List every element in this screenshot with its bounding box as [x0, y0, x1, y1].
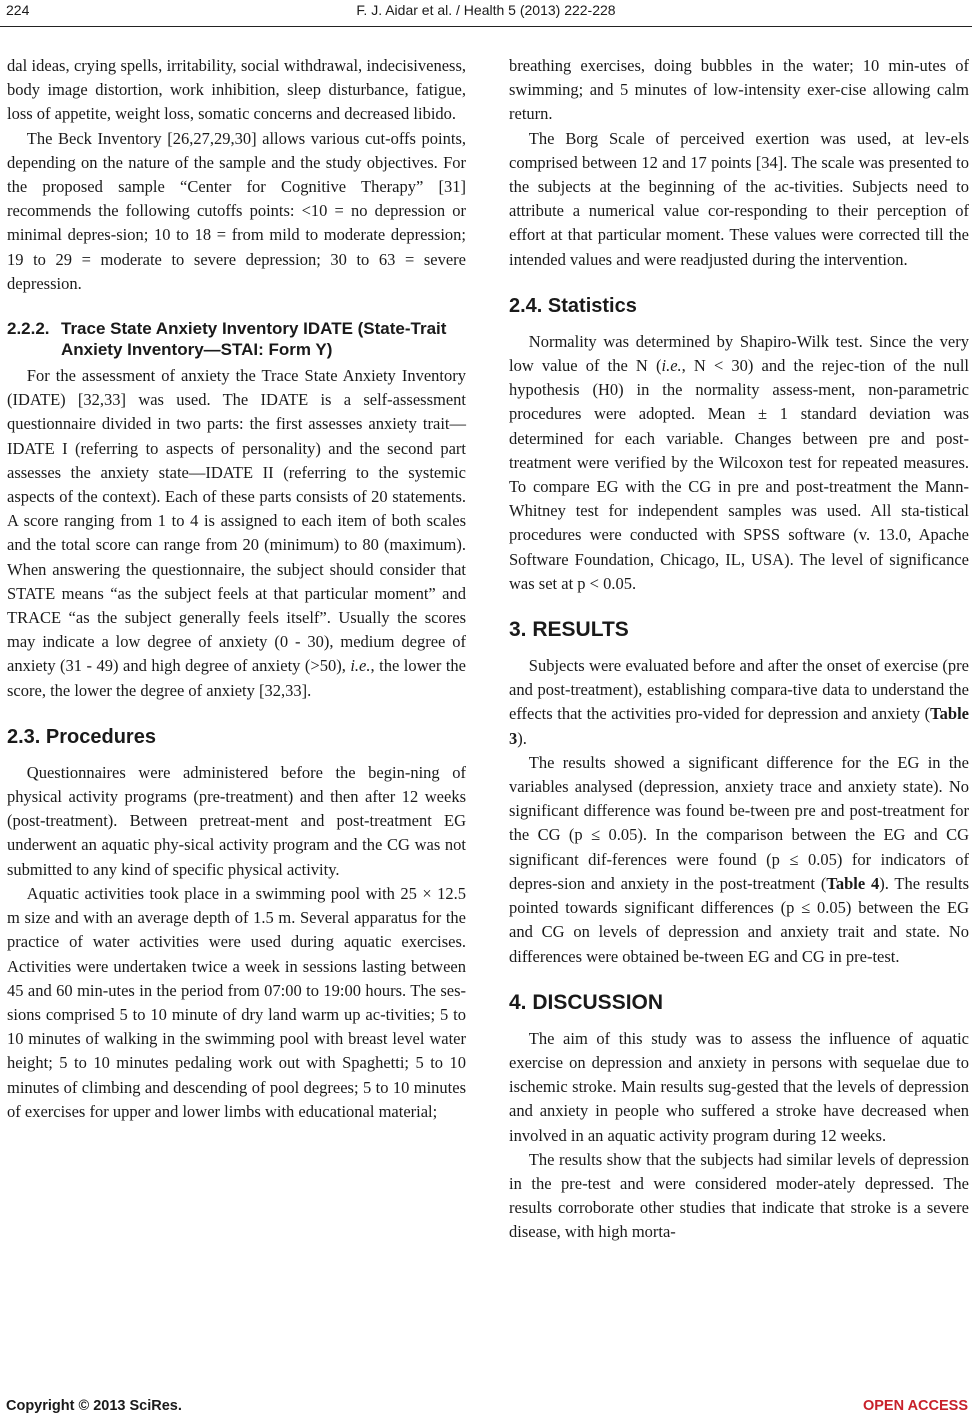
italic-text: i.e.: [350, 656, 371, 676]
right-column: [509, 54, 969, 1245]
paragraph-text: Subjects were evaluated before and after the onset of exercise (pre and post-treatment), establishing compara-tive data to understand the effects that the activities pro-vided for depression and anxiety (: [509, 656, 969, 724]
running-head: F. J. Aidar et al. / Health 5 (2013) 222-228: [356, 2, 616, 18]
paragraph-text: , N < 30) and the rejec-tion of the null hypothesis (H0) in the normality assess-ment, non-parametric procedures were adopted. Mean ± 1 standard deviation was determined for each variable. Changes between pre and post-treatment were verified by the Wilcoxon test for repeated measures. To compare EG with the CG in pre and post-treatment the Mann-Whitney test for independent samples was used. All sta-tistical procedures were conducted with SPSS software (v. 13.0, Apache Software Foundation, Chicago, IL, USA). The level of significance was set at p < 0.05.: [509, 356, 969, 593]
paragraph: [509, 330, 969, 596]
section-heading-statistics: 2.4. Statistics: [509, 294, 637, 317]
italic-text: i.e.: [661, 356, 682, 376]
header-rule: [0, 26, 972, 27]
paragraph-text: ).: [517, 728, 527, 748]
table-reference-link[interactable]: Table 3: [509, 704, 969, 748]
paragraph: The Beck Inventory [26,27,29,30] allows various cut-offs points, depending on the nature of the sample and the study objectives. For the proposed sample “Center for Cognitive Therapy” [31] recommends the following cutoffs points: <10 = no depression or minimal depres-sion; 10 to 18 = from mild to moderate depression; 19 to 29 = moderate to severe depression; 30 to 63 = severe depression.: [7, 128, 466, 293]
subsection-title: Trace State Anxiety Inventory IDATE (State-Trait Anxiety Inventory—STAI: Form Y): [61, 319, 447, 360]
section-heading-procedures: 2.3. Procedures: [7, 725, 156, 748]
paragraph: breathing exercises, doing bubbles in the water; 10 min-utes of swimming; and 5 minutes of low-intensity exer-cise allowing calm return.: [509, 56, 969, 124]
subsection-heading-2-2-2: [7, 318, 466, 360]
subsection-number: 2.2.2.: [7, 319, 50, 339]
page-number: 224: [6, 2, 30, 18]
left-column: [7, 54, 466, 1124]
paragraph-text: The results showed a significant difference for the EG in the variables analysed (depression, anxiety trace and anxiety state). No significant difference was found be-tween pre and post-treatment for the CG (p ≤ 0.05). In the comparison between the EG and CG significant dif-ferences were found (p ≤ 0.05) for indicators of depres-sion and anxiety in the post-treatment (: [509, 752, 969, 893]
section-heading-results: 3. RESULTS: [509, 618, 629, 642]
open-access-label: OPEN ACCESS: [862, 1398, 968, 1414]
paragraph-text: For the assessment of anxiety the Trace State Anxiety Inventory (IDATE) [32,33] was used. The IDATE is a self-assessment questionnaire divided in two parts: the first assesses anxiety trait—IDATE I (referring to aspects of personality) and the second part assesses the anxiety state—IDATE II (referring to the systemic aspects of the context). Each of these parts consists of 20 statements. A score ranging from 1 to 4 is assigned to each item of both scales and the total score can range from 20 (minimum) to 80 (maximum). When answering the questionnaire, the subject should consider that STATE means “as the subject feels at that particular moment” and TRACE “as the subject generally feels itself”. Usually the scores may indicate a low degree of anxiety (0 - 30), medium degree of anxiety (31 - 49) and high degree of anxiety (>50),: [7, 366, 466, 676]
paragraph: [509, 654, 969, 751]
paragraph: The Borg Scale of perceived exertion was used, at lev-els comprised between 12 and 17 points [34]. The scale was presented to the subjects at the beginning of the ac-tivities. Subjects need to attribute a numerical value cor-responding to their perception of effort at that particular moment. These values were corrected till the intended values and were readjusted during the intervention.: [509, 128, 969, 269]
paragraph: Questionnaires were administered before the begin-ning of physical activity programs (pre-treatment) and then after 12 weeks (post-treatment). Between pretreat-ment and post-treatment EG underwent an aquatic phy-sical activity program and the CG was not submitted to any kind of specific physical activity.: [7, 762, 466, 879]
table-reference-link[interactable]: Table 4: [826, 873, 880, 893]
paragraph: [509, 751, 969, 969]
paragraph-text: , the lower the score, the lower the degree of anxiety [32,33].: [7, 656, 467, 700]
paragraph: Aquatic activities took place in a swimming pool with 25 × 12.5 m size and with an average depth of 1.5 m. Several apparatus for the practice of water activities were used during aquatic exercises. Activities were undertaken twice a week in sessions lasting between 45 and 60 min-utes in the period from 07:00 to 19:00 hours. The ses-sions comprised 5 to 10 minute of dry land warm up ac-tivities; 5 to 10 minutes of walking in the swimming pool with breast level water height; 5 to 10 minutes pedaling work out with Spaghetti; 5 to 10 minutes of climbing and descending of pool degrees; 5 to 10 minutes of exercises for upper and lower limbs with educational material;: [7, 883, 466, 1121]
paragraph-text: ). The results pointed towards significant differences (p ≤ 0.05) between the EG and CG on levels of depression and anxiety trait and state. No differences were obtained be-tween EG and CG in pre-test.: [509, 873, 969, 966]
section-heading-discussion: 4. DISCUSSION: [509, 990, 664, 1014]
paragraph: [7, 364, 466, 703]
copyright-notice: Copyright © 2013 SciRes.: [6, 1398, 182, 1414]
paragraph: dal ideas, crying spells, irritability, social withdrawal, indecisiveness, body image distortion, work inhibition, sleep disturbance, fatigue, loss of appetite, weight loss, somatic concerns and decreased libido.: [7, 56, 466, 124]
paragraph: The aim of this study was to assess the influence of aquatic exercise on depression and anxiety in persons with sequelae due to ischemic stroke. Main results sug-gested that the levels of depression and anxiety in people who suffered a stroke have decreased when involved in an aquatic activity program during 12 weeks.: [509, 1028, 969, 1145]
paragraph: The results show that the subjects had similar levels of depression in the pre-test and were considered moder-ately depressed. The results corroborate other studies that indicate that stroke is a severe disease, with high morta-: [509, 1149, 969, 1242]
paragraph-text: Normality was determined by Shapiro-Wilk test. Since the very low value of the N (: [509, 331, 969, 376]
